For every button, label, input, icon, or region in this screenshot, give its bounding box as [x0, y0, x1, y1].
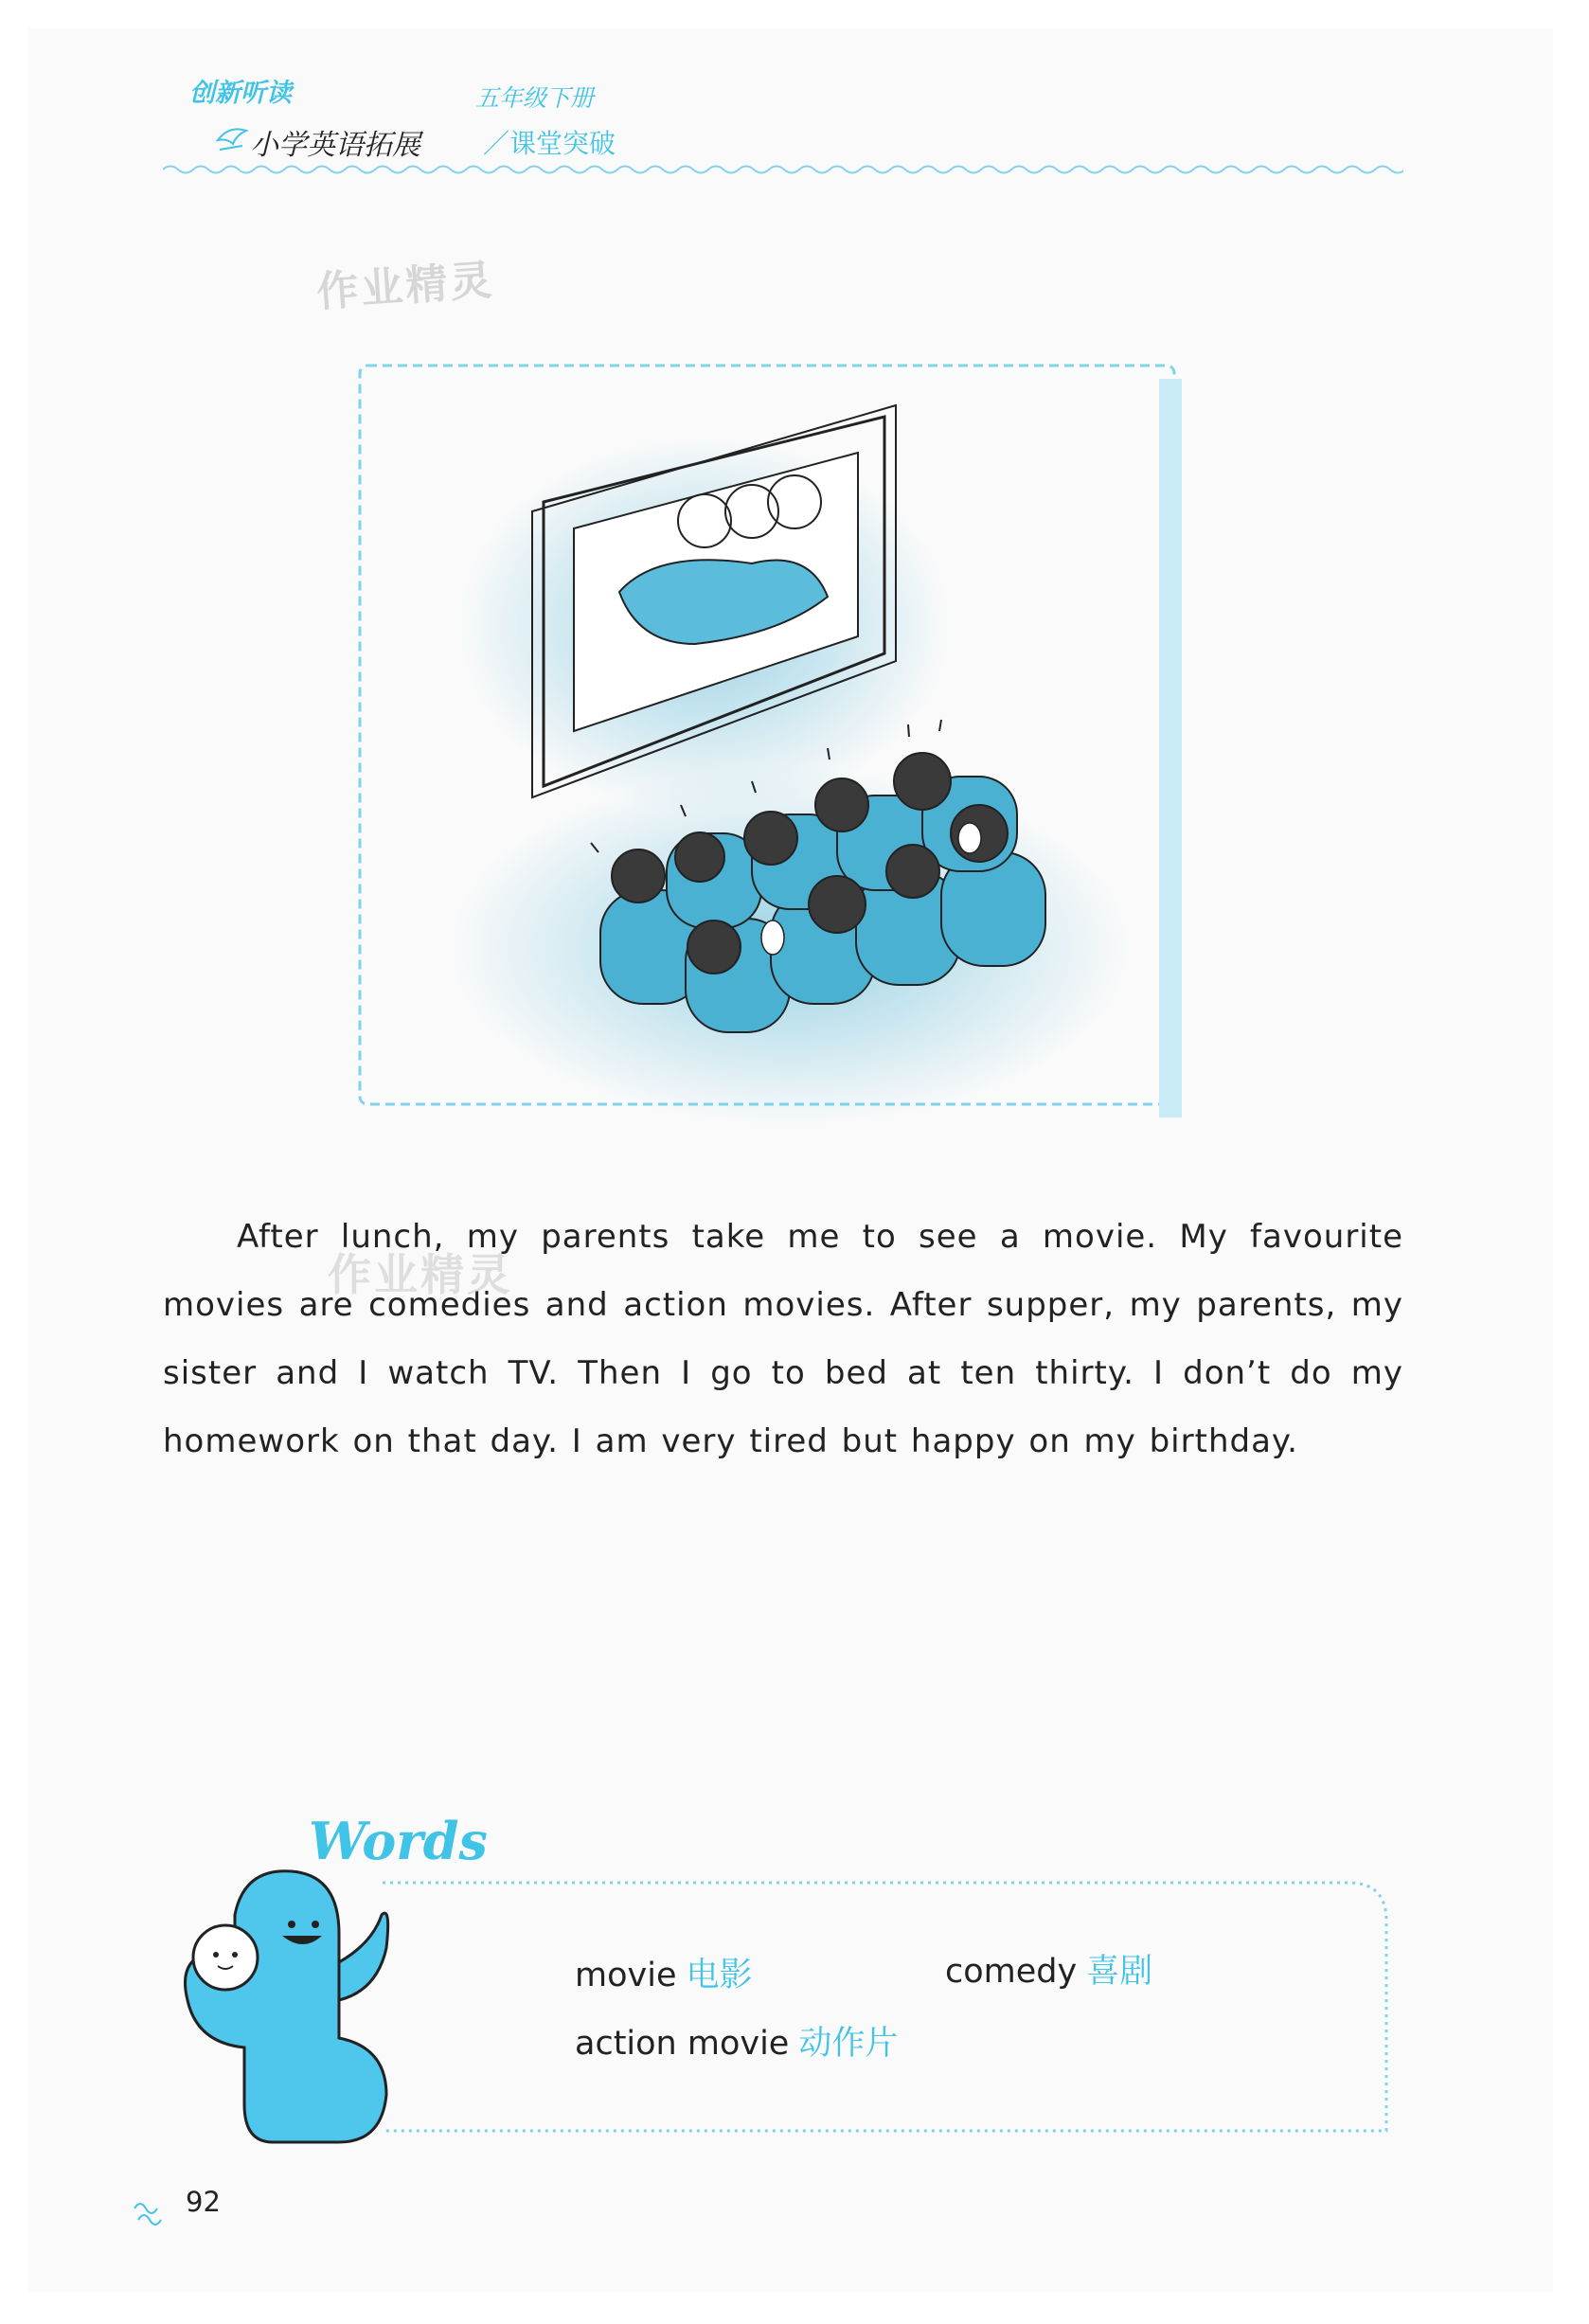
series-brand: 创新听读: [189, 79, 292, 108]
word-item: [575, 1949, 753, 1996]
word-en: movie: [575, 1957, 677, 1994]
watermark: 作业精灵: [328, 1249, 513, 1300]
book-title: 小学英语拓展: [250, 129, 420, 162]
watermark: 作业精灵: [314, 256, 496, 317]
page-number: 92: [186, 2186, 221, 2218]
word-item: [945, 1945, 1152, 1993]
cinema-illustration: [354, 360, 1206, 1127]
word-cn: 喜剧: [1086, 1953, 1153, 1991]
page-curl-icon: [131, 2190, 184, 2227]
book-subtitle: ／课堂突破: [483, 128, 616, 159]
header-wave-divider: [163, 163, 1403, 176]
words-box: [364, 1879, 1396, 2135]
words-title: Words: [309, 1811, 488, 1871]
word-item: [575, 2017, 898, 2065]
word-cn: 动作片: [798, 2025, 899, 2063]
cactus-mascot-icon: [159, 1858, 424, 2161]
story-text: After lunch, my parents take me to see a movie. My favourite movies are comedies and action movies. After supper, my parents, my sister and I watch TV. Then I go to bed at ten thirty. I don’t do my homework on that day. I am very tired but happy on my birthday.: [163, 1218, 1403, 1460]
word-cn: 电影: [686, 1957, 753, 1994]
grade-label: 五年级下册: [475, 84, 595, 112]
word-en: comedy: [945, 1953, 1078, 1991]
word-en: action movie: [575, 2025, 790, 2063]
bird-icon: [214, 117, 252, 155]
